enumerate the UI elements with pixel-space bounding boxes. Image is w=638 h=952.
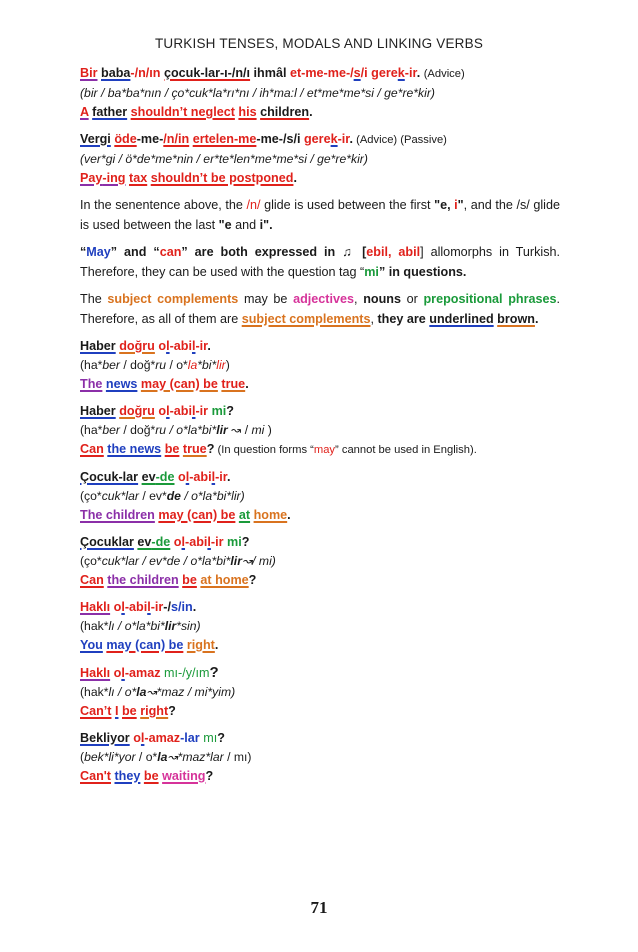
suffix: -ir (404, 66, 417, 80)
suffix: -me-me-/ (301, 66, 354, 80)
example-block-2 (80, 130, 560, 188)
phonetic-line: (ver*gi / ö*de*me*nin / er*te*len*me*me*si / ge*re*kir) (80, 152, 368, 166)
turkish-sentence: Haklı ol-abil-ir-/s/in. (80, 600, 197, 614)
suffix: -/n/ın (130, 66, 164, 80)
example-block-7 (80, 598, 560, 655)
word: Bir (80, 66, 98, 80)
explanation-paragraph-1: In the senentence above, the /n/ glide is used between the first "e, i", and the /s/ glide is used between the last "e and i". (80, 198, 560, 232)
music-note-icon: ♫ [ (342, 245, 367, 259)
note: (Advice) (423, 68, 465, 80)
example-block-8 (80, 663, 560, 721)
english-sentence: The news may (can) be true. (80, 377, 249, 391)
example-block-4 (80, 402, 560, 460)
word: ihmâl (250, 66, 290, 80)
phonetic-line: (hak*lı / o*la*bi*lir*sin) (80, 619, 201, 633)
english-sentence: Pay-ing tax shouldn’t be postponed. (80, 171, 297, 185)
phonetic-line: (ha*ber / doğ*ru / o*la*bi*lir ↝ / mi ) (80, 423, 272, 437)
example-block-5 (80, 468, 560, 525)
phonetic-line: (hak*lı / o*la↝*maz / mi*yim) (80, 685, 236, 699)
turkish-sentence: Bir baba-/n/ın çocuk-lar-ı-/n/ı ihmâl et-me-me-/s/i gerek-ir. (Advice) (80, 66, 465, 80)
example-block-6 (80, 533, 560, 590)
phonetic-line: (ço*cuk*lar / ev*de / o*la*bi*lir) (80, 489, 245, 503)
phonetic-line: (bir / ba*ba*nın / ço*cuk*la*rı*nı / ih*ma:l / et*me*me*si / ge*re*kir) (80, 86, 435, 100)
suffix: /i (360, 66, 368, 80)
example-block-9 (80, 729, 560, 786)
phonetic-line: (ço*cuk*lar / ev*de / o*la*bi*lir↝/ mi) (80, 554, 276, 568)
word: gere (367, 66, 398, 80)
explanation-paragraph-3: The subject complements may be adjectives, nouns or prepositional phrases. Therefore, as all of them are subject complements, they are underlined brown. (80, 292, 561, 326)
english-sentence: Can the news be true? (In question forms “may” cannot be used in English). (80, 442, 477, 456)
english-sentence: You may (can) be right. (80, 638, 219, 652)
page-body (80, 64, 560, 794)
english-sentence: Can’t I be right? (80, 704, 176, 718)
glide: s (353, 66, 361, 80)
english-sentence: Can the children be at home? (80, 573, 257, 587)
turkish-sentence: Haber doğru ol-abil-ir. (80, 339, 211, 353)
phonetic-line: (ha*ber / doğ*ru / o*la*bi*lir) (80, 358, 230, 372)
page-number: 71 (310, 898, 328, 917)
word: et (289, 66, 302, 80)
explanation-paragraph-2: “May” and “can” are both expressed in ♫ [ebil, abil] allomorphs in Turkish. Therefore, they can be used with the question tag “mi” in questions. (80, 245, 560, 279)
example-block-3 (80, 337, 560, 394)
running-header: TURKISH TENSES, MODALS AND LINKING VERBS (154, 36, 484, 51)
turkish-sentence: Haklı ol-amaz mı-/y/ım? (80, 664, 219, 681)
word: çocuk-lar-ı-/n/ı (163, 66, 251, 80)
note: (Advice) (Passive) (353, 134, 447, 146)
turkish-sentence: Bekliyor ol-amaz-lar mı? (80, 731, 225, 745)
turkish-sentence: Haber doğru ol-abil-ir mi? (80, 404, 234, 418)
english-sentence: Can't they be waiting? (80, 769, 214, 783)
english-sentence: The children may (can) be at home. (80, 508, 291, 522)
letter: k (397, 66, 405, 80)
example-block-1 (80, 64, 560, 122)
turkish-sentence: Çocuklar ev-de ol-abil-ir mi? (80, 535, 250, 549)
word: baba (101, 66, 131, 80)
english-sentence: A father shouldn’t neglect his children. (80, 105, 313, 119)
turkish-sentence: Vergi öde-me-/n/in ertelen-me-me-/s/i gerek-ir. (Advice) (Passive) (80, 132, 447, 146)
turkish-sentence: Çocuk-lar ev-de ol-abil-ir. (80, 470, 231, 484)
phonetic-line: (bek*li*yor / o*la↝*maz*lar / mı) (80, 750, 252, 764)
